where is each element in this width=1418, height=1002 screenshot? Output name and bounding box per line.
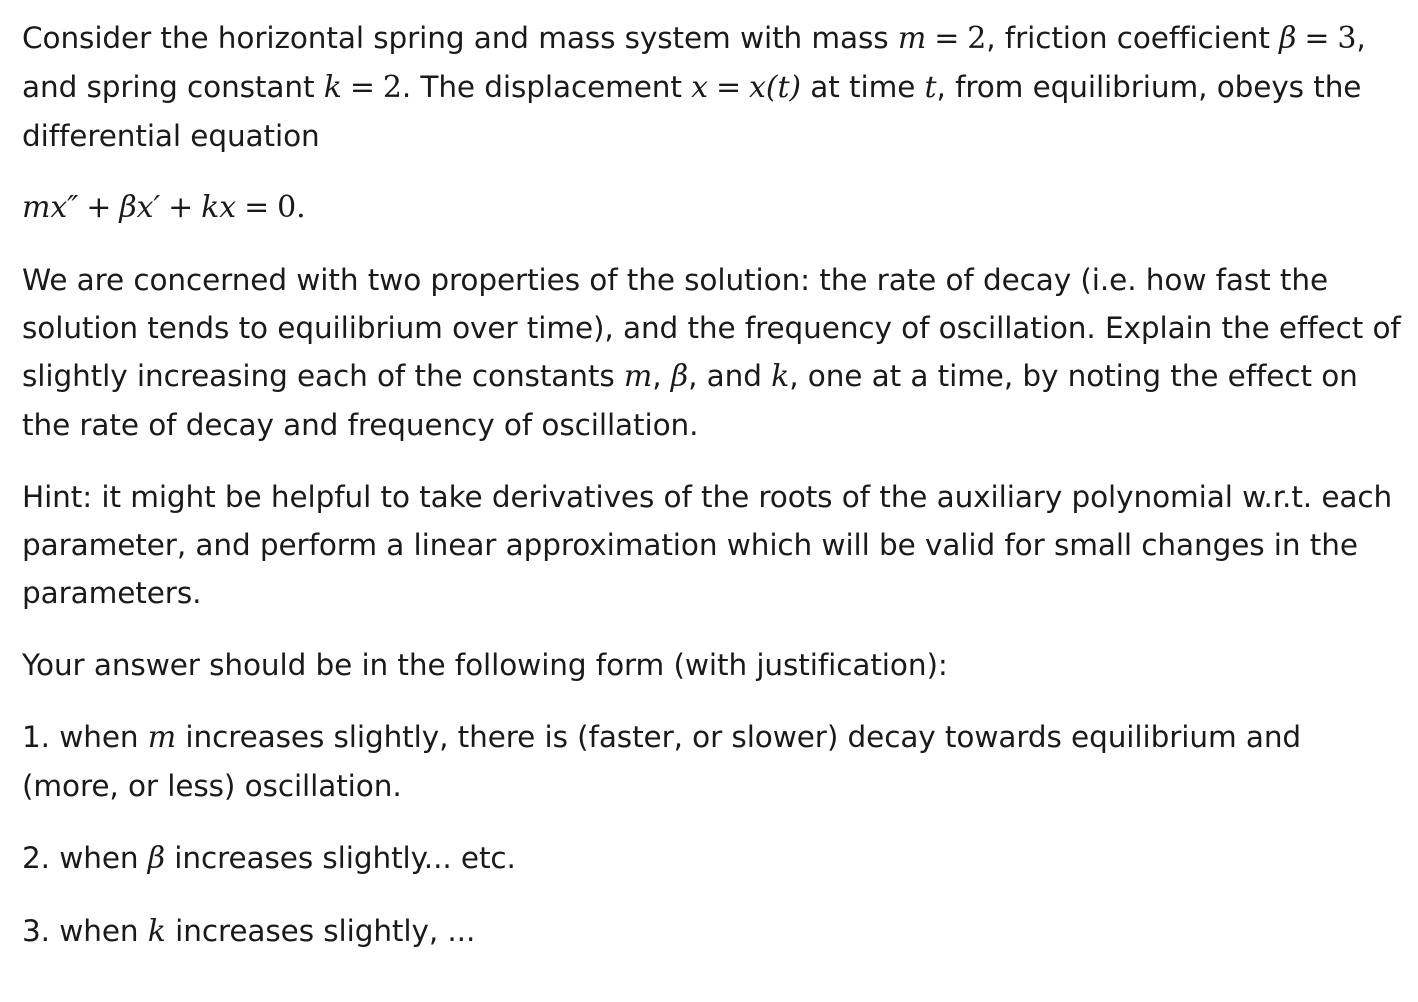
hint-paragraph: Hint: it might be helpful to take derivatives of the roots of the auxiliary polynomial w.r.t. each parameter, and perform a linear approximation which will be valid for small changes in the parameters. xyxy=(22,480,1393,610)
equation-rhs: 0 xyxy=(277,190,297,225)
equation-term-3: kx xyxy=(201,190,237,225)
t-symbol: t xyxy=(924,70,937,105)
item-1-text: increases slightly, there is (faster, or slower) decay towards equilibrium and (more, or less) oscillation. xyxy=(22,720,1302,803)
equals-sign: = xyxy=(934,21,960,56)
concern-text-1: We are concerned with two properties of the solution: the rate of decay (i.e. how fast the solution tends to equilibrium over time), and the frequency of oscillation. Explain the effect of slightly increasing each of the constants xyxy=(22,263,1401,393)
intro-text-6: , from equilibrium, obeys the differential equation xyxy=(22,70,1362,153)
plus-sign: + xyxy=(168,190,194,225)
item-1-prefix: 1. when xyxy=(22,720,148,754)
intro-text-3: , and spring constant xyxy=(22,21,1366,104)
mass-symbol: m xyxy=(147,720,177,755)
differential-equation xyxy=(22,184,1402,232)
equals-sign: = xyxy=(715,70,742,105)
mass-symbol: m xyxy=(897,21,927,56)
x-symbol: x xyxy=(691,70,708,105)
equation-term-1: mx″ xyxy=(22,190,79,225)
problem-document xyxy=(22,14,1402,980)
answer-item-1 xyxy=(22,713,1402,810)
equals-sign: = xyxy=(1304,21,1330,56)
answer-item-2 xyxy=(22,834,1402,883)
intro-text-2: , friction coefficient xyxy=(986,21,1280,55)
mass-symbol: m xyxy=(623,359,653,394)
intro-text-1: Consider the horizontal spring and mass system with mass xyxy=(22,21,898,55)
beta-symbol: β xyxy=(1279,21,1297,56)
intro-text-4: . The displacement xyxy=(401,70,692,104)
equation-period: . xyxy=(296,190,306,225)
k-symbol: k xyxy=(147,914,166,949)
answer-item-3 xyxy=(22,907,1402,956)
mass-value: 2 xyxy=(967,21,987,56)
beta-symbol: β xyxy=(670,359,689,394)
concern-and: , and xyxy=(688,359,772,393)
item-3-text: increases slightly, ... xyxy=(165,914,476,948)
intro-text-5: at time xyxy=(801,70,925,104)
answer-form-intro: Your answer should be in the following form (with justification): xyxy=(22,648,948,682)
concern-text-2: , one at a time, by noting the effect on the rate of decay and frequency of oscillation. xyxy=(22,359,1358,442)
item-3-prefix: 3. when xyxy=(22,914,148,948)
k-symbol: k xyxy=(323,70,342,105)
concern-comma: , xyxy=(652,359,671,393)
beta-value: 3 xyxy=(1337,21,1357,56)
beta-symbol: β xyxy=(147,841,166,876)
k-symbol: k xyxy=(771,359,790,394)
item-2-text: increases slightly... etc. xyxy=(165,841,516,875)
equals-sign: = xyxy=(349,70,375,105)
x-of-t: x(t) xyxy=(749,70,802,105)
plus-sign: + xyxy=(86,190,112,225)
k-value: 2 xyxy=(382,70,402,105)
concern-paragraph xyxy=(22,256,1402,449)
item-2-prefix: 2. when xyxy=(22,841,148,875)
equals-sign: = xyxy=(244,190,270,225)
intro-paragraph xyxy=(22,14,1402,160)
equation-term-2: βx′ xyxy=(119,190,161,225)
